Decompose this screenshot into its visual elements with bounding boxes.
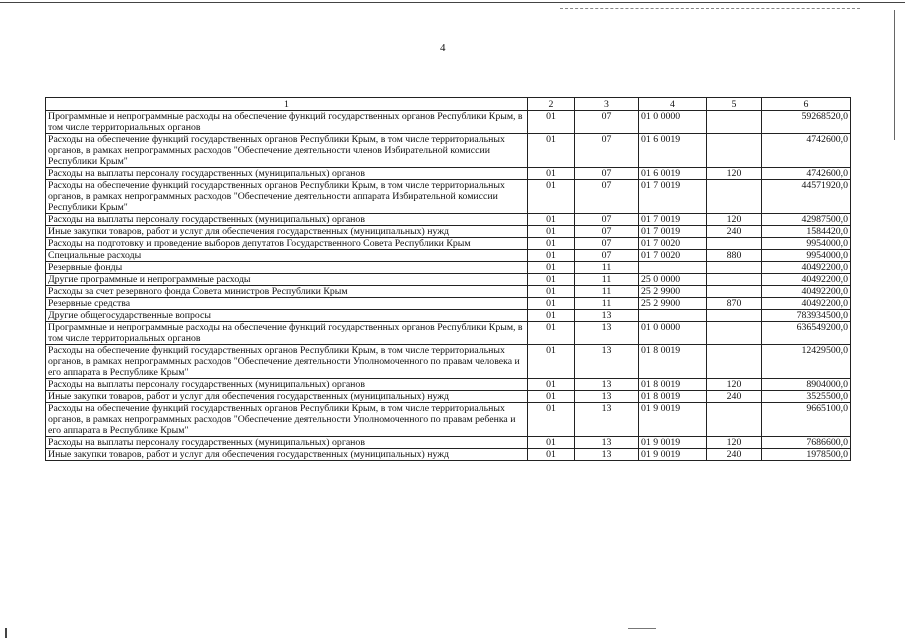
cell-expense-type: 870 [707,298,762,310]
cell-target-article: 01 6 0019 [639,134,707,168]
cell-subsection: 07 [575,214,639,226]
cell-subsection: 07 [575,134,639,168]
cell-target-article [639,310,707,322]
header-col-4: 4 [639,98,707,111]
cell-amount: 40492200,0 [762,298,851,310]
cell-name: Расходы на выплаты персоналу государственных (муниципальных) органов [46,168,528,180]
table-row [46,379,851,391]
cell-subsection: 07 [575,168,639,180]
cell-name: Резервные средства [46,298,528,310]
cell-expense-type: 240 [707,449,762,461]
cell-name: Расходы на выплаты персоналу государственных (муниципальных) органов [46,214,528,226]
cell-section: 01 [528,449,575,461]
cell-target-article: 01 7 0019 [639,214,707,226]
cell-section: 01 [528,134,575,168]
top-rule [0,2,905,3]
cell-expense-type: 120 [707,214,762,226]
cell-amount: 40492200,0 [762,262,851,274]
table-row [46,111,851,134]
header-col-6: 6 [762,98,851,111]
header-col-1: 1 [46,98,528,111]
cell-target-article: 01 9 0019 [639,449,707,461]
cell-section: 01 [528,298,575,310]
cell-subsection: 07 [575,238,639,250]
cell-name: Иные закупки товаров, работ и услуг для обеспечения государственных (муниципальных) нужд [46,226,528,238]
cell-amount: 40492200,0 [762,286,851,298]
table-row [46,403,851,437]
cell-amount: 4742600,0 [762,168,851,180]
header-col-5: 5 [707,98,762,111]
cell-section: 01 [528,437,575,449]
cell-name: Специальные расходы [46,250,528,262]
cell-expense-type [707,310,762,322]
cell-amount: 42987500,0 [762,214,851,226]
cell-target-article: 01 6 0019 [639,168,707,180]
cell-subsection: 11 [575,262,639,274]
table-header-row [46,98,851,111]
cell-amount: 3525500,0 [762,391,851,403]
cell-target-article: 01 8 0019 [639,379,707,391]
table-row [46,262,851,274]
cell-target-article [639,262,707,274]
cell-amount: 59268520,0 [762,111,851,134]
cell-section: 01 [528,391,575,403]
table-row [46,168,851,180]
table-row [46,134,851,168]
cell-target-article: 25 0 0000 [639,274,707,286]
cell-amount: 1978500,0 [762,449,851,461]
cell-section: 01 [528,403,575,437]
cell-section: 01 [528,379,575,391]
cell-expense-type: 880 [707,250,762,262]
cell-expense-type: 240 [707,226,762,238]
table-row [46,226,851,238]
cell-amount: 636549200,0 [762,322,851,345]
top-dashed-rule [560,8,860,9]
table-row [46,238,851,250]
cell-target-article: 01 7 0020 [639,250,707,262]
cell-amount: 12429500,0 [762,345,851,379]
cell-name: Иные закупки товаров, работ и услуг для обеспечения государственных (муниципальных) нужд [46,391,528,403]
table-row [46,298,851,310]
cell-expense-type [707,322,762,345]
cell-subsection: 13 [575,310,639,322]
table-row [46,286,851,298]
cell-target-article: 01 8 0019 [639,391,707,403]
cell-amount: 44571920,0 [762,180,851,214]
table-row [46,214,851,226]
cell-section: 01 [528,238,575,250]
cell-section: 01 [528,250,575,262]
cell-target-article: 01 9 0019 [639,437,707,449]
cell-section: 01 [528,322,575,345]
table-row [46,322,851,345]
cell-expense-type: 120 [707,379,762,391]
cell-amount: 8904000,0 [762,379,851,391]
cell-name: Расходы на обеспечение функций государственных органов Республики Крым, в том числе территориальных органов, в рамках непрограммных расходов "Обеспечение деятельности Уполномоченного по правам человека и его аппарата в Республике Крым" [46,345,528,379]
cell-subsection: 13 [575,437,639,449]
cell-amount: 1584420,0 [762,226,851,238]
cell-expense-type: 240 [707,391,762,403]
cell-target-article: 01 0 0000 [639,111,707,134]
cell-amount: 40492200,0 [762,274,851,286]
table-row [46,180,851,214]
cell-section: 01 [528,226,575,238]
corner-mark [5,628,7,638]
cell-expense-type: 120 [707,168,762,180]
cell-amount: 7686600,0 [762,437,851,449]
cell-subsection: 13 [575,322,639,345]
cell-section: 01 [528,345,575,379]
cell-name: Расходы на выплаты персоналу государственных (муниципальных) органов [46,379,528,391]
table-row [46,274,851,286]
cell-target-article: 01 9 0019 [639,403,707,437]
cell-subsection: 13 [575,449,639,461]
cell-name: Программные и непрограммные расходы на обеспечение функций государственных органов Республики Крым, в том числе территориальных органов [46,111,528,134]
cell-section: 01 [528,214,575,226]
cell-expense-type [707,262,762,274]
cell-section: 01 [528,262,575,274]
cell-target-article: 01 7 0019 [639,226,707,238]
cell-name: Резервные фонды [46,262,528,274]
cell-expense-type [707,286,762,298]
cell-name: Иные закупки товаров, работ и услуг для обеспечения государственных (муниципальных) нужд [46,449,528,461]
cell-subsection: 11 [575,298,639,310]
header-col-2: 2 [528,98,575,111]
cell-target-article: 01 7 0019 [639,180,707,214]
cell-amount: 783934500,0 [762,310,851,322]
cell-section: 01 [528,286,575,298]
budget-table [45,97,851,461]
cell-subsection: 11 [575,274,639,286]
cell-subsection: 13 [575,391,639,403]
cell-section: 01 [528,274,575,286]
cell-amount: 9665100,0 [762,403,851,437]
table-row [46,391,851,403]
cell-section: 01 [528,111,575,134]
cell-name: Программные и непрограммные расходы на обеспечение функций государственных органов Республики Крым, в том числе территориальных органов [46,322,528,345]
cell-subsection: 07 [575,111,639,134]
cell-target-article: 25 2 9900 [639,298,707,310]
cell-name: Расходы на обеспечение функций государственных органов Республики Крым, в том числе территориальных органов, в рамках непрограммных расходов "Обеспечение деятельности аппарата Избирательной комиссии Республики Крым" [46,180,528,214]
bottom-rule [628,628,656,629]
cell-name: Расходы на обеспечение функций государственных органов Республики Крым, в том числе территориальных органов, в рамках непрограммных расходов "Обеспечение деятельности Уполномоченного по правам ребенка и его аппарата в Республике Крым" [46,403,528,437]
cell-subsection: 07 [575,250,639,262]
cell-subsection: 11 [575,286,639,298]
cell-section: 01 [528,310,575,322]
cell-subsection: 13 [575,379,639,391]
cell-name: Расходы за счет резервного фонда Совета министров Республики Крым [46,286,528,298]
cell-section: 01 [528,168,575,180]
cell-expense-type [707,403,762,437]
cell-name: Расходы на обеспечение функций государственных органов Республики Крым, в том числе территориальных органов, в рамках непрограммных расходов "Обеспечение деятельности членов Избирательной комиссии Республики Крым" [46,134,528,168]
cell-name: Расходы на подготовку и проведение выборов депутатов Государственного Совета Республики Крым [46,238,528,250]
cell-target-article: 01 7 0020 [639,238,707,250]
cell-name: Другие программные и непрограммные расходы [46,274,528,286]
cell-subsection: 13 [575,403,639,437]
table-row [46,310,851,322]
cell-expense-type [707,345,762,379]
cell-name: Расходы на выплаты персоналу государственных (муниципальных) органов [46,437,528,449]
cell-expense-type [707,180,762,214]
cell-target-article: 25 2 9900 [639,286,707,298]
header-col-3: 3 [575,98,639,111]
table-row [46,437,851,449]
cell-subsection: 13 [575,345,639,379]
cell-subsection: 07 [575,180,639,214]
table-row [46,345,851,379]
cell-target-article: 01 8 0019 [639,345,707,379]
right-margin-mark [894,10,895,140]
cell-amount: 4742600,0 [762,134,851,168]
cell-amount: 9954000,0 [762,238,851,250]
table-row [46,250,851,262]
table-row [46,449,851,461]
cell-expense-type: 120 [707,437,762,449]
cell-amount: 9954000,0 [762,250,851,262]
cell-section: 01 [528,180,575,214]
cell-subsection: 07 [575,226,639,238]
cell-expense-type [707,111,762,134]
cell-expense-type [707,274,762,286]
cell-target-article: 01 0 0000 [639,322,707,345]
cell-name: Другие общегосударственные вопросы [46,310,528,322]
cell-expense-type [707,238,762,250]
page-number: 4 [440,42,446,54]
cell-expense-type [707,134,762,168]
